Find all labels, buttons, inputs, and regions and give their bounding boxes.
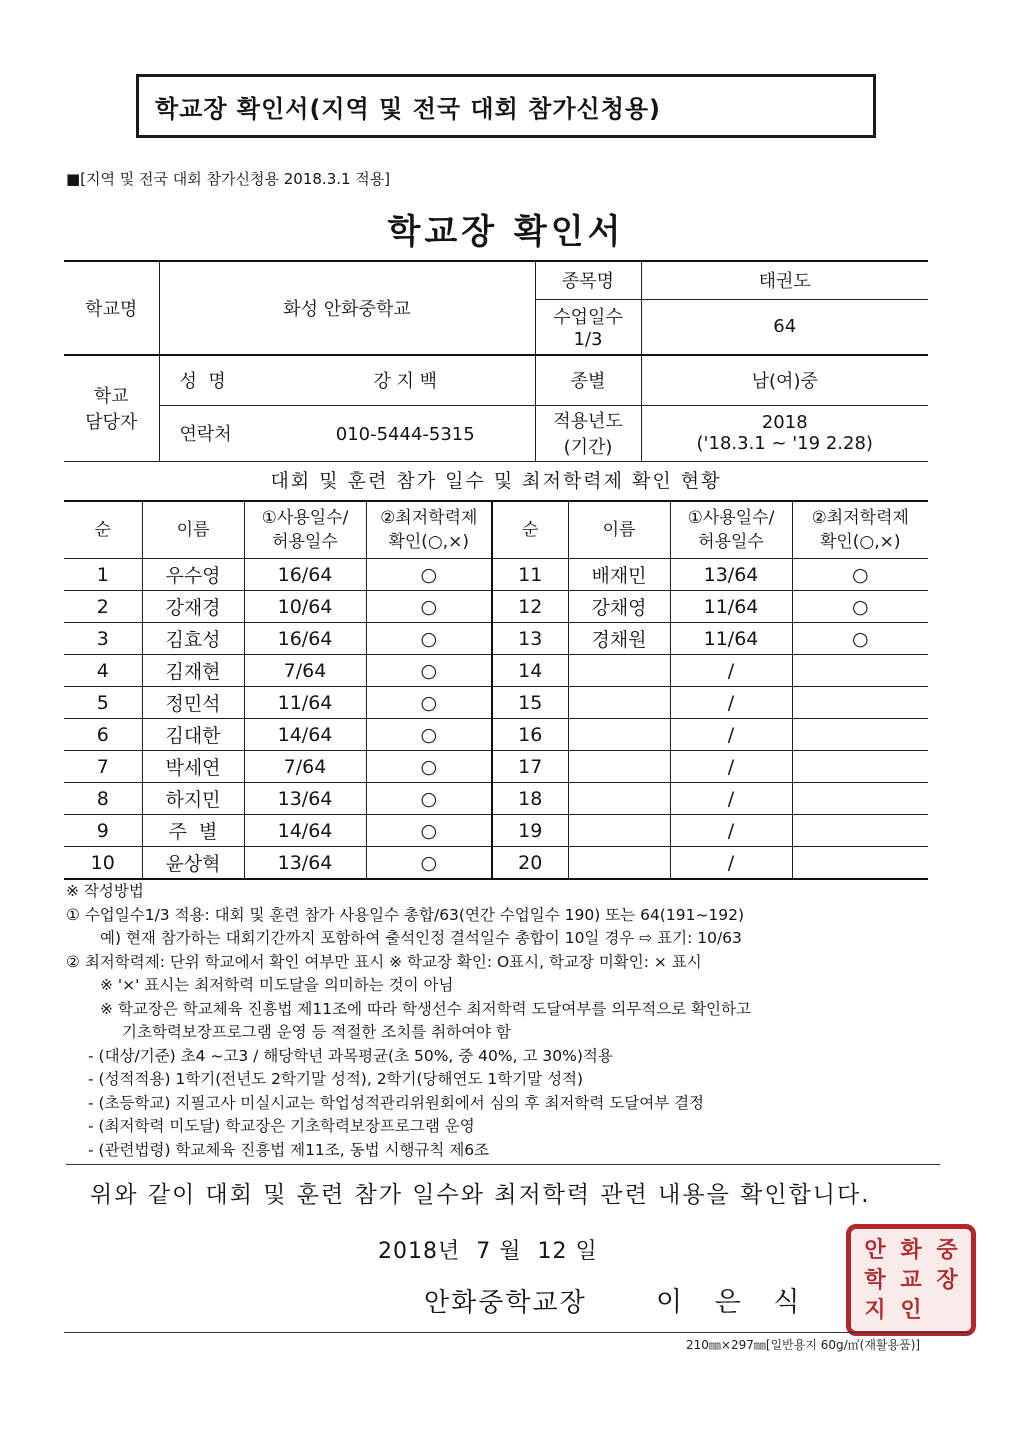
cell-name: 박세연: [142, 751, 244, 783]
document-title: 학교장 확인서: [387, 212, 625, 252]
seal-character: 화: [900, 1237, 922, 1263]
cell-days: 11/64: [244, 687, 366, 719]
note-item: - (최저학력 미도달) 학교장은 기초학력보장프로그램 운영: [88, 1117, 475, 1135]
cell-check: ○: [366, 847, 492, 880]
cell-no: 9: [64, 815, 142, 847]
cell-check: ○: [366, 815, 492, 847]
header-check-right-line2: 확인(○,×): [819, 532, 901, 552]
days-value: 64: [641, 299, 928, 355]
header-days-right: [670, 501, 792, 559]
manager-contact-cell: [159, 405, 535, 461]
seal-character: 지: [864, 1297, 886, 1323]
cell-days: /: [670, 783, 792, 815]
signer-name: 이 은 식: [656, 1287, 812, 1318]
note-item: - (성적적용) 1학기(전년도 2학기말 성적), 2학기(당해연도 1학기말 성적): [88, 1070, 584, 1088]
header-days-line1: ①사용일수/: [261, 508, 349, 528]
category-value: 남(여)중: [641, 355, 928, 405]
cell-no: 12: [492, 591, 568, 623]
cell-no: 3: [64, 623, 142, 655]
note-item: ※ '×' 표시는 최저학력 미도달을 의미하는 것이 아님: [100, 976, 454, 994]
cell-check: [792, 687, 928, 719]
seal-character: 인: [900, 1297, 922, 1323]
cell-check: [792, 655, 928, 687]
notes-heading: ※ 작성방법: [66, 882, 144, 900]
school-label: 학교명: [64, 261, 159, 355]
cell-no: 8: [64, 783, 142, 815]
notes-divider: [66, 1164, 940, 1165]
cell-name: 김대한: [142, 719, 244, 751]
cell-days: 16/64: [244, 559, 366, 591]
year-value: [641, 405, 928, 461]
cell-no: 18: [492, 783, 568, 815]
cell-name: [568, 783, 670, 815]
seal-character: 교: [900, 1267, 922, 1293]
header-title-box: [136, 74, 876, 138]
cell-check: [792, 847, 928, 880]
table-row: [64, 815, 928, 847]
cell-no: 11: [492, 559, 568, 591]
contact-value: 010-5444-5315: [335, 424, 475, 445]
manager-label-line2: 담당자: [85, 412, 138, 434]
cell-days: 16/64: [244, 623, 366, 655]
header-days-right-line1: ①사용일수/: [687, 508, 775, 528]
header-no-right: 순: [492, 501, 568, 559]
paper-spec: 210㎜×297㎜[일반용지 60g/㎡(재활용품)]: [686, 1338, 921, 1352]
cell-check: [792, 751, 928, 783]
cell-days: 13/64: [244, 847, 366, 880]
cell-no: 15: [492, 687, 568, 719]
cell-no: 16: [492, 719, 568, 751]
header-check: [366, 501, 492, 559]
header-check-right-line1: ②최저학력제: [811, 508, 909, 528]
note-item: ① 수업일수1/3 적용: 대회 및 훈련 참가 사용일수 총합/63(연간 수업일수 190) 또는 64(191~192): [66, 905, 745, 924]
issue-date: 2018년 7 월 12 일: [378, 1239, 598, 1264]
cell-check: [792, 719, 928, 751]
cell-check: ○: [366, 559, 492, 591]
header-name-right: 이름: [568, 501, 670, 559]
note-item: ② 최저학력제: 단위 학교에서 확인 여부만 표시 ※ 학교장 확인: O표시, 학교장 미확인: × 표시: [66, 952, 702, 971]
official-seal-stamp: [846, 1224, 976, 1336]
cell-days: 13/64: [670, 559, 792, 591]
cell-check: ○: [792, 623, 928, 655]
manager-label-line1: 학교: [93, 386, 129, 408]
event-value: 태권도: [641, 261, 928, 299]
header-check-line1: ②최저학력제: [380, 508, 478, 528]
cell-check: ○: [792, 591, 928, 623]
cell-check: ○: [366, 719, 492, 751]
cell-days: /: [670, 687, 792, 719]
table-row: [64, 591, 928, 623]
header-days: [244, 501, 366, 559]
note-item: ※ 학교장은 학교체육 진흥법 제11조에 따라 학생선수 최저학력 도달여부를 의무적으로 확인하고: [100, 999, 751, 1018]
cell-check: ○: [366, 783, 492, 815]
cell-name: 김효성: [142, 623, 244, 655]
cell-name: 배재민: [568, 559, 670, 591]
table-row: [64, 559, 928, 591]
header-days-right-line2: 허용일수: [698, 532, 764, 552]
cell-no: 7: [64, 751, 142, 783]
cell-name: [568, 847, 670, 880]
cell-name: 경채원: [568, 623, 670, 655]
cell-name: [568, 655, 670, 687]
seal-character: 중: [936, 1237, 958, 1263]
cell-check: ○: [366, 751, 492, 783]
cell-no: 10: [64, 847, 142, 880]
table-row: [64, 751, 928, 783]
seal-character: 장: [936, 1267, 958, 1293]
cell-name: [568, 687, 670, 719]
cell-no: 20: [492, 847, 568, 880]
cell-days: 14/64: [244, 815, 366, 847]
manager-label: [64, 355, 159, 461]
table-row: [64, 655, 928, 687]
cell-check: ○: [366, 591, 492, 623]
cell-name: [568, 751, 670, 783]
year-label-line2: (기간): [563, 437, 613, 458]
cell-no: 1: [64, 559, 142, 591]
note-item: - (관련법령) 학교체육 진흥법 제11조, 동법 시행규칙 제6조: [88, 1140, 490, 1159]
cell-no: 5: [64, 687, 142, 719]
section-title: 대회 및 훈련 참가 일수 및 최저학력제 확인 현황: [270, 470, 722, 492]
cell-check: ○: [366, 623, 492, 655]
cell-name: 김재현: [142, 655, 244, 687]
year-value-line1: 2018: [761, 412, 808, 433]
table-row: [64, 783, 928, 815]
cell-days: 11/64: [670, 591, 792, 623]
event-label: 종목명: [535, 261, 641, 299]
cell-days: 14/64: [244, 719, 366, 751]
cell-no: 14: [492, 655, 568, 687]
note-item: - (초등학교) 지필고사 미실시교는 학업성적관리위원회에서 심의 후 최저학력 도달여부 결정: [88, 1093, 705, 1112]
cell-name: 강채영: [568, 591, 670, 623]
header-check-right: [792, 501, 928, 559]
name-label: 성 명: [179, 371, 226, 393]
writing-notes: [66, 880, 946, 1165]
header-name: 이름: [142, 501, 244, 559]
header-days-line2: 허용일수: [272, 532, 338, 552]
application-notice: ■[지역 및 전국 대회 참가신청용 2018.3.1 적용]: [66, 170, 391, 188]
cell-no: 2: [64, 591, 142, 623]
cell-no: 13: [492, 623, 568, 655]
cell-days: /: [670, 719, 792, 751]
cell-name: 주 별: [142, 815, 244, 847]
table-row: [64, 687, 928, 719]
participants-table: [64, 500, 928, 880]
cell-check: [792, 815, 928, 847]
seal-character: 안: [864, 1237, 886, 1263]
school-value: 화성 안화중학교: [159, 261, 535, 355]
category-label: 종별: [535, 355, 641, 405]
note-item: - (대상/기준) 초4 ~고3 / 해당학년 과목평균(초 50%, 중 40%, 고 30%)적용: [88, 1046, 613, 1065]
cell-days: /: [670, 655, 792, 687]
year-label: [535, 405, 641, 461]
year-label-line1: 적용년도: [553, 411, 623, 432]
cell-no: 4: [64, 655, 142, 687]
cell-name: 하지민: [142, 783, 244, 815]
cell-check: ○: [792, 559, 928, 591]
signer-title: 안화중학교장: [424, 1288, 587, 1318]
cell-days: 11/64: [670, 623, 792, 655]
cell-name: 윤상혁: [142, 847, 244, 880]
confirmation-statement: 위와 같이 대회 및 훈련 참가 일수와 최저학력 관련 내용을 확인합니다.: [90, 1182, 871, 1208]
cell-days: /: [670, 847, 792, 880]
header-title: 학교장 확인서(지역 및 전국 대회 참가신청용): [155, 94, 662, 123]
cell-check: ○: [366, 687, 492, 719]
cell-check: ○: [366, 655, 492, 687]
cell-name: [568, 815, 670, 847]
cell-days: 10/64: [244, 591, 366, 623]
footer-divider: [64, 1332, 970, 1333]
cell-no: 6: [64, 719, 142, 751]
cell-name: 우수영: [142, 559, 244, 591]
table-header-row: [64, 501, 928, 559]
cell-no: 19: [492, 815, 568, 847]
cell-check: [792, 783, 928, 815]
info-table: [64, 260, 928, 462]
cell-days: /: [670, 815, 792, 847]
days-label: [535, 299, 641, 355]
days-label-line1: 수업일수: [553, 307, 623, 329]
header-check-line2: 확인(○,×): [388, 532, 470, 552]
manager-name-cell: [159, 355, 535, 405]
note-item: 예) 현재 참가하는 대회기간까지 포함하여 출석인정 결석일수 총합이 10일 경우 ⇨ 표기: 10/63: [100, 929, 742, 947]
cell-days: 7/64: [244, 655, 366, 687]
table-row: [64, 623, 928, 655]
table-row: [64, 847, 928, 880]
cell-days: 13/64: [244, 783, 366, 815]
cell-days: 7/64: [244, 751, 366, 783]
note-item: 기초학력보장프로그램 운영 등 적절한 조치를 취하여야 함: [122, 1023, 511, 1041]
cell-no: 17: [492, 751, 568, 783]
participants-body: [64, 559, 928, 880]
cell-name: 강재경: [142, 591, 244, 623]
contact-label: 연락처: [179, 424, 232, 445]
name-value: 강 지 백: [373, 371, 438, 393]
table-row: [64, 719, 928, 751]
year-value-line2: ('18.3.1 ~ '19 2.28): [696, 433, 873, 454]
header-no: 순: [64, 501, 142, 559]
cell-days: /: [670, 751, 792, 783]
days-label-line2: 1/3: [573, 329, 603, 351]
cell-name: [568, 719, 670, 751]
seal-character: 학: [864, 1267, 886, 1293]
cell-name: 정민석: [142, 687, 244, 719]
